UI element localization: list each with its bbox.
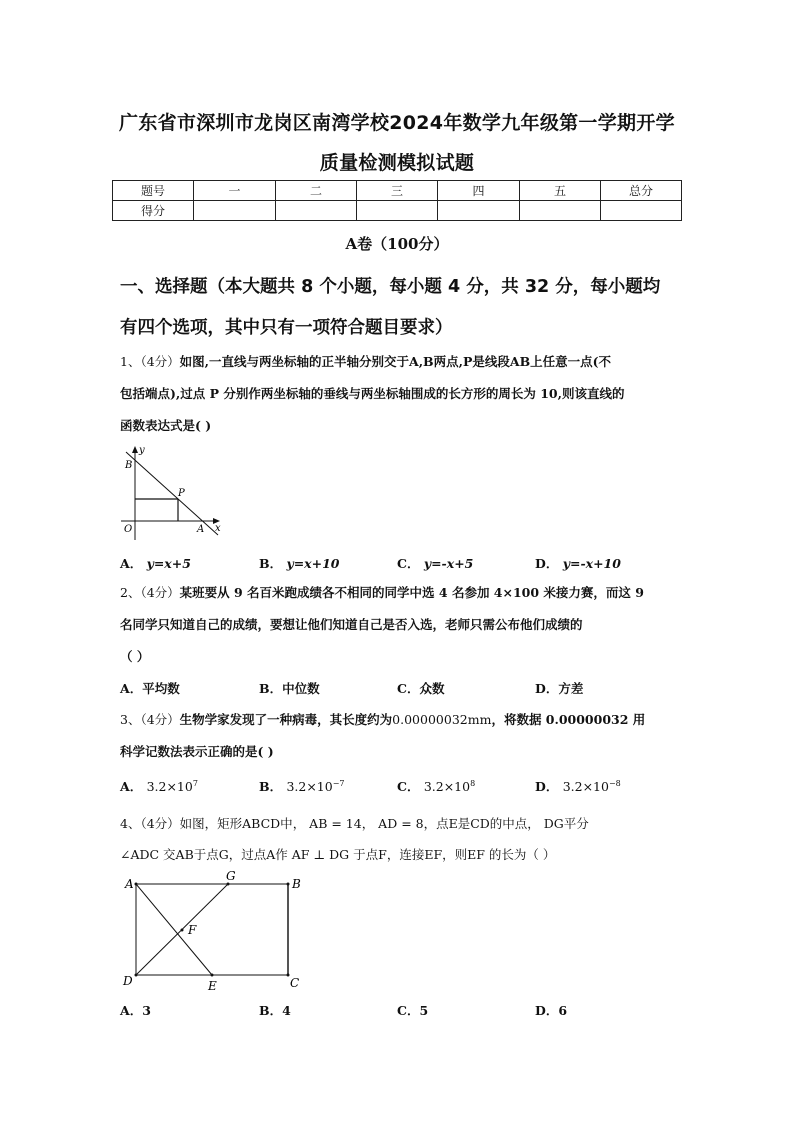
label-d: D — [123, 974, 133, 988]
q1-option-a[interactable]: A． y=x+5 — [120, 556, 191, 571]
question-number: 3、（4分） — [120, 712, 180, 727]
score-table-score-row — [113, 201, 682, 221]
question-number: 2、（4分） — [120, 585, 180, 600]
label-o: O — [124, 524, 133, 535]
q2-option-a[interactable]: A．平均数 — [120, 681, 180, 696]
score-cell[interactable] — [194, 201, 276, 221]
section-heading-line2: 有四个选项，其中只有一项符合题目要求） — [120, 318, 453, 338]
header-cell: 题号 — [113, 181, 194, 201]
q4-option-d[interactable]: D．6 — [535, 1003, 568, 1018]
label-f: F — [188, 923, 197, 937]
question-2-line1 — [120, 583, 644, 601]
question-1-figure — [115, 442, 225, 544]
question-1-line2: 包括端点),过点 P 分别作两坐标轴的垂线与两坐标轴围成的长方形的周长为 10,则该直线的 — [120, 386, 625, 401]
q4-option-c[interactable]: C．5 — [397, 1003, 429, 1018]
header-cell: 四 — [438, 181, 520, 201]
q2-option-c[interactable]: C．众数 — [397, 681, 445, 696]
question-1-line3: 函数表达式是( ) — [120, 418, 212, 433]
label-a: A — [197, 524, 205, 535]
question-4-line2: ∠ADC 交AB于点G，过点A作 AF ⊥ DG 于点F，连接EF，则EF 的长为（ ） — [120, 847, 556, 862]
question-text: 如图，矩形ABCD中， AB = 14， AD = 8，点E是CD的中点， DG平分 — [179, 816, 589, 831]
q1-option-b[interactable]: B． y=x+10 — [259, 556, 340, 571]
q3-option-a[interactable]: A． $3.2\times 10^7$ — [120, 778, 198, 794]
label-b: B — [125, 460, 133, 471]
q1-option-d[interactable]: D． y=-x+10 — [535, 556, 621, 571]
label-e: E — [208, 979, 217, 993]
math-value: 0.00000032mm — [392, 712, 492, 727]
label-x: x — [215, 523, 221, 534]
question-number: 4、（4分） — [120, 816, 180, 831]
label-p: P — [178, 488, 185, 499]
header-cell: 二 — [276, 181, 357, 201]
q3-option-c[interactable]: C． $3.2\times 10^8$ — [397, 778, 476, 794]
question-number: 1、（4分） — [120, 354, 180, 369]
score-cell[interactable] — [601, 201, 682, 221]
section-heading-line1: 一、选择题（本大题共 8 个小题，每小题 4 分，共 32 分，每小题均 — [120, 277, 661, 297]
question-1-line1 — [120, 352, 611, 370]
label-g: G — [226, 869, 236, 883]
header-cell: 一 — [194, 181, 276, 201]
question-4-figure — [118, 866, 308, 994]
header-cell: 总分 — [601, 181, 682, 201]
question-3-line1: 3、（4分）生物学家发现了一种病毒，其长度约为0.00000032mm，将数据 0.00000032 用 — [120, 712, 646, 727]
q3-option-d[interactable]: D． $3.2\times 10^{-8}$ — [535, 778, 621, 794]
document-title-line1: 广东省市深圳市龙岗区南湾学校2024年数学九年级第一学期开学 — [119, 112, 675, 134]
question-4-line1 — [120, 814, 589, 832]
label-a: A — [125, 877, 134, 891]
question-2-line3: （ ） — [120, 649, 150, 664]
score-cell[interactable] — [276, 201, 357, 221]
label-y: y — [139, 445, 145, 456]
header-cell: 三 — [357, 181, 438, 201]
question-text: 某班要从 9 名百米跑成绩各不相同的同学中选 4 名参加 4×100 米接力赛，而这 9 — [179, 585, 644, 600]
question-3-line2: 科学记数法表示正确的是( ) — [120, 744, 274, 759]
score-cell[interactable] — [357, 201, 438, 221]
score-table-header-row — [113, 181, 682, 201]
q4-option-a[interactable]: A．3 — [120, 1003, 151, 1018]
paper-label: A卷（100分） — [345, 235, 449, 253]
label-c: C — [290, 976, 300, 990]
header-cell: 五 — [520, 181, 601, 201]
label-b: B — [292, 877, 301, 891]
q1-option-c[interactable]: C． y=-x+5 — [397, 556, 474, 571]
row-label: 得分 — [113, 201, 194, 221]
score-table — [112, 180, 682, 221]
q3-option-b[interactable]: B． $3.2\times 10^{-7}$ — [259, 778, 345, 794]
score-cell[interactable] — [438, 201, 520, 221]
q2-option-d[interactable]: D．方差 — [535, 681, 584, 696]
question-2-line2: 名同学只知道自己的成绩，要想让他们知道自己是否入选，老师只需公布他们成绩的 — [120, 617, 583, 632]
q2-option-b[interactable]: B．中位数 — [259, 681, 320, 696]
document-title-line2: 质量检测模拟试题 — [319, 152, 475, 174]
question-text: 如图,一直线与两坐标轴的正半轴分别交于A,B两点,P是线段AB上任意一点(不 — [179, 354, 612, 369]
score-cell[interactable] — [520, 201, 601, 221]
q4-option-b[interactable]: B．4 — [259, 1003, 291, 1018]
